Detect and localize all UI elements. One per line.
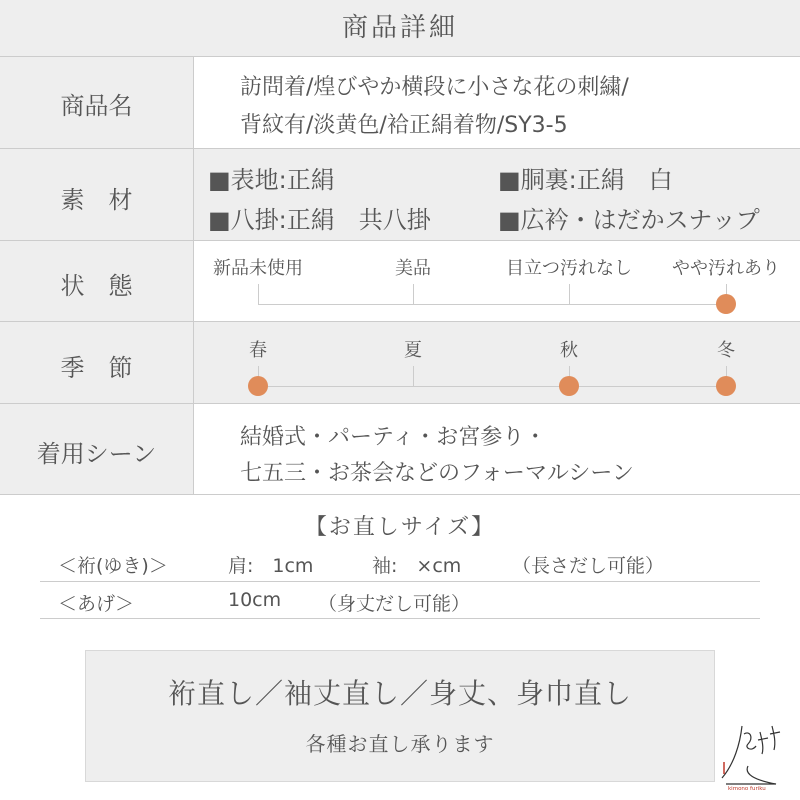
alteration-key: ＜あげ＞ [58,593,135,615]
product-name-line-1: 訪問着/煌びやか横段に小さな花の刺繍/ [240,75,629,100]
season-selected-dot [248,376,268,396]
label-material: 素 材 [60,186,133,214]
alteration-divider [40,581,760,582]
condition-tick [413,284,414,304]
condition-scale-label: 新品未使用 [213,258,303,279]
condition-scale-line [258,304,726,305]
season-scale-label: 夏 [404,340,422,361]
season-scale-label: 秋 [560,340,578,361]
material-item: ■八掛:正絹 共八掛 [208,206,431,234]
season-selected-dot [716,376,736,396]
condition-selected-dot [716,294,736,314]
label-condition: 状 態 [60,272,133,300]
label-name: 商品名 [60,92,133,120]
material-item: ■表地:正絹 [208,166,335,194]
alteration-value: 肩: 1cm [228,555,314,577]
divider [0,494,800,495]
alteration-key: ＜裄(ゆき)＞ [58,555,168,577]
condition-tick [258,284,259,304]
alteration-divider [40,618,760,619]
season-selected-dot [559,376,579,396]
brand-logo [714,704,790,790]
material-item: ■広衿・はだかスナップ [498,206,760,234]
occasion-line-2: 七五三・お茶会などのフォーマルシーン [240,461,634,486]
material-item: ■胴裏:正絹 白 [498,166,673,194]
alteration-value: （身丈だし可能） [318,593,471,615]
product-name-line-2: 背紋有/淡黄色/袷正絹着物/SY3-5 [240,113,568,138]
column-divider [193,57,194,494]
condition-scale-label: 目立つ汚れなし [506,258,632,279]
logo-text: kimono furiku [728,786,766,790]
season-scale-label: 春 [249,340,267,361]
alterations-title: 【お直しサイズ】 [304,515,496,540]
season-scale-line [258,386,726,387]
season-row-bg [194,322,800,403]
label-occasion: 着用シーン [36,440,157,468]
alteration-value: 10cm [228,589,282,611]
season-tick [413,366,414,386]
service-box-subtext: 各種お直し承ります [305,732,495,756]
alteration-value: （長さだし可能） [512,555,665,577]
service-box [85,650,715,782]
service-box-heading: 裄直し／袖丈直し／身丈、身巾直し [167,677,632,710]
season-scale-label: 冬 [717,340,735,361]
condition-scale-label: 美品 [395,258,431,279]
alteration-value: 袖: ×cm [372,555,462,577]
condition-tick [569,284,570,304]
occasion-line-1: 結婚式・パーティ・お宮参り・ [240,425,547,450]
page-title: 商品詳細 [341,13,458,43]
condition-scale-label: やや汚れあり [672,258,780,279]
label-season: 季 節 [60,354,133,382]
